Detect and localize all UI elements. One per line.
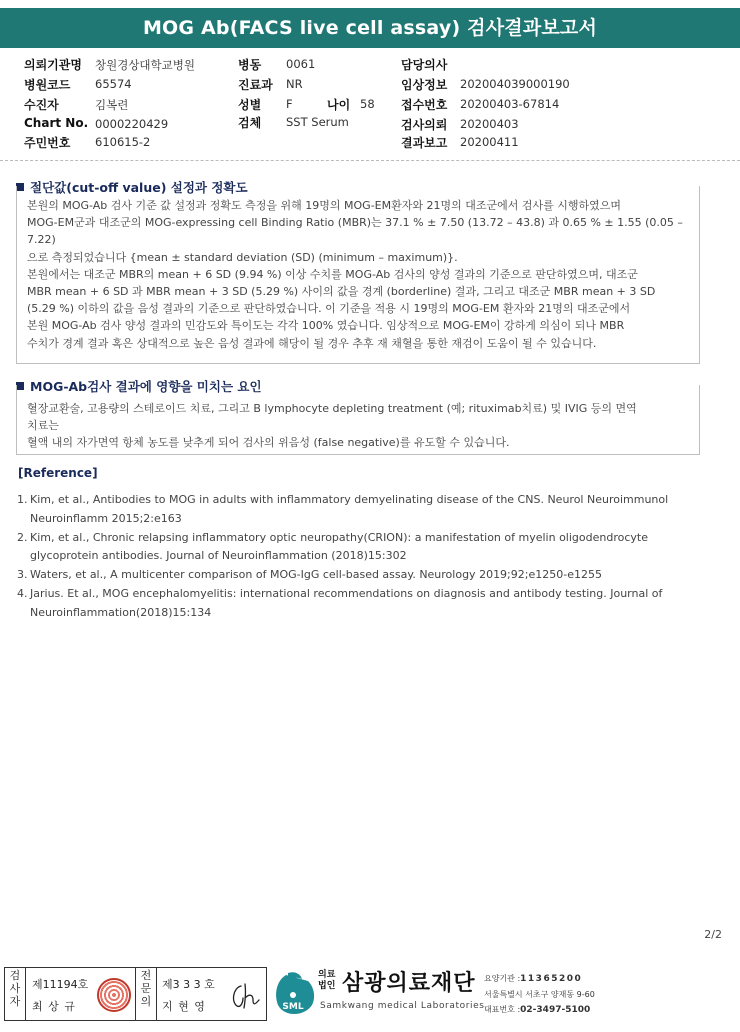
cutoff-line: 본원 MOG-Ab 검사 양성 결과의 민감도와 특이도는 각각 100% 였습니다. 임상적으로 MOG-EM이 강하게 의심이 되나 MBR	[27, 319, 625, 333]
signature-icon	[227, 980, 263, 1012]
address-line: 서울특별시 서초구 양재동 9-60	[484, 990, 595, 999]
page-number: 2/2	[704, 928, 722, 941]
factors-line: 혈액 내의 자가면역 항체 농도를 낮추게 되어 검사의 위음성 (false negative)를 유도할 수 있습니다.	[27, 436, 510, 450]
phone-number: 02-3497-5100	[520, 1005, 591, 1015]
reference-text: Kim, et al., Chronic relapsing inflammatory optic neuropathy(CRION): a manifestation of myelin oligodendrocyte	[30, 530, 648, 544]
chart-label: Chart No.	[24, 116, 89, 130]
examiner-label: 검사자	[9, 969, 21, 1008]
corp-prefix-line: 법인	[318, 981, 336, 991]
reference-number: 2.	[17, 530, 28, 544]
phone-line	[484, 1002, 595, 1018]
request-value: 20200403	[460, 117, 519, 131]
ward-label: 병동	[238, 58, 262, 72]
request-label: 검사의뢰	[401, 118, 448, 132]
stamp-divider	[156, 968, 157, 1020]
reference-number: 3.	[17, 568, 28, 582]
report-title: MOG Ab(FACS live cell assay) 검사결과보고서	[0, 8, 740, 48]
code-label: 병원코드	[24, 78, 71, 92]
factors-line: 치료는	[27, 419, 59, 433]
specimen-value: SST Serum	[286, 115, 349, 129]
yoyang-label: 요양기관 :	[484, 974, 521, 983]
cutoff-line: 수치가 경계 결과 혹은 상대적으로 높은 음성 결과에 해당이 될 경우 추후 재 채혈을 통한 재검이 도움이 될 수 있습니다.	[27, 336, 597, 350]
reference-item	[17, 585, 717, 623]
cutoff-line: MOG-EM군과 대조군의 MOG-expressing cell Binding Ratio (MBR)는 37.1 % ± 7.50 (13.72 – 43.8) 과 0.65 % ± 1.55 (0.05 –	[27, 216, 683, 230]
yoyang-number: 11365200	[520, 974, 583, 984]
reference-title: [Reference]	[18, 466, 98, 480]
sex-value: F	[286, 97, 293, 111]
signature-box	[4, 967, 267, 1021]
specialist-number: 제3 3 3 호	[162, 978, 215, 991]
reference-text: Neuroinflamm 2015;2:e163	[30, 511, 182, 525]
cutoff-line: 본원의 MOG-Ab 검사 기준 값 설정과 정확도 측정을 위해 19명의 MOG-EM환자와 21명의 대조군에서 검사를 시행하였으며	[27, 199, 621, 212]
examiner-number: 제11194호	[32, 978, 89, 991]
code-value: 65574	[95, 77, 132, 91]
specialist-label: 전문의	[140, 969, 152, 1008]
recipient-value: 김복련	[95, 98, 129, 112]
cutoff-section-body	[27, 197, 697, 352]
factors-section-title-text: MOG-Ab검사 결과에 영향을 미치는 요인	[30, 379, 262, 394]
receipt-label: 접수번호	[401, 98, 448, 112]
receipt-value: 20200403-67814	[460, 97, 560, 111]
chart-value: 0000220429	[95, 117, 169, 131]
specimen-label: 검체	[238, 116, 262, 130]
yoyang-line	[484, 971, 595, 987]
cutoff-line: (5.29 %) 이하의 값을 음성 결과의 기준으로 판단하였습니다. 이 기준을 적용 시 19명의 MOG-EM 환자와 21명의 대조군에서	[27, 302, 631, 316]
hospital-label: 의뢰기관명	[24, 58, 82, 72]
phone-label: 대표번호 :	[484, 1005, 521, 1014]
factors-section-body	[27, 400, 697, 452]
reference-text: Kim, et al., Antibodies to MOG in adults with inflammatory demyelinating disease of the CNS. Neurol Neuroimmunol	[30, 493, 669, 506]
reference-item	[17, 566, 717, 585]
dept-label: 진료과	[238, 78, 273, 92]
footer	[0, 964, 740, 1024]
cutoff-line: 으로 측정되었습니다 {mean ± standard deviation (SD) (minimum – maximum)}.	[27, 250, 458, 264]
report-date-label: 결과보고	[401, 136, 448, 150]
official-seal-icon	[97, 978, 131, 1012]
corp-prefix	[318, 970, 335, 992]
reference-item	[17, 491, 717, 529]
reference-text: Jarius. Et al., MOG encephalomyelitis: international recommendations on diagnosis and antibody testing. Journal of	[30, 586, 663, 600]
recipient-label: 수진자	[24, 98, 59, 112]
hospital-value: 창원경상대학교병원	[95, 58, 195, 72]
corp-contact	[484, 971, 595, 1018]
ward-value: 0061	[286, 57, 316, 71]
cutoff-line: 7.22)	[27, 233, 56, 247]
resident-value: 610615-2	[95, 135, 151, 149]
stamp-divider	[25, 968, 26, 1020]
cutoff-line: MBR mean + 6 SD 과 MBR mean + 3 SD (5.29 %) 사이의 값을 경계 (borderline) 결과, 그리고 대조군 MBR mean + 3 SD	[27, 285, 656, 299]
clinical-label: 임상정보	[401, 78, 448, 92]
doctor-label: 담당의사	[401, 58, 448, 72]
specialist-name: 지 현 영	[162, 1000, 206, 1013]
corp-english-name: Samkwang medical Laboratories	[320, 1001, 485, 1011]
clinical-value: 202004039000190	[460, 77, 570, 91]
company-logo-icon	[272, 971, 316, 1017]
sex-label: 성별	[238, 98, 262, 112]
age-label: 나이	[327, 98, 351, 112]
resident-label: 주민번호	[24, 136, 71, 150]
cutoff-line: 본원에서는 대조군 MBR의 mean + 6 SD (9.94 %) 이상 수치를 MOG-Ab 검사의 양성 결과의 기준으로 판단하였으며, 대조군	[27, 267, 638, 281]
corp-prefix-line: 의료	[318, 970, 336, 980]
dept-value: NR	[286, 77, 303, 91]
corp-name: 삼광의료재단	[342, 971, 476, 996]
reference-number: 4.	[17, 586, 28, 600]
reference-text: Neuroinflammation(2018)15:134	[30, 605, 212, 619]
reference-list	[17, 491, 717, 623]
info-divider	[0, 160, 740, 161]
cutoff-section-title-text: 절단값(cut-off value) 설정과 정확도	[30, 180, 248, 195]
reference-text: Waters, et al., A multicenter comparison of MOG-IgG cell-based assay. Neurology 2019;92;e1250-e1255	[30, 568, 602, 582]
age-value: 58	[360, 97, 375, 111]
reference-text: glycoprotein antibodies. Journal of Neuroinflammation (2018)15:302	[30, 549, 407, 563]
reference-number: 1.	[17, 493, 28, 506]
report-date-value: 20200411	[460, 135, 519, 149]
factors-line: 혈장교환술, 고용량의 스테로이드 치료, 그리고 B lymphocyte depleting treatment (예; rituximab치료) 및 IVIG 등의 면역	[27, 402, 637, 415]
reference-item	[17, 529, 717, 567]
examiner-name: 최 상 규	[32, 1000, 76, 1013]
logo-text: SML	[282, 1002, 304, 1012]
